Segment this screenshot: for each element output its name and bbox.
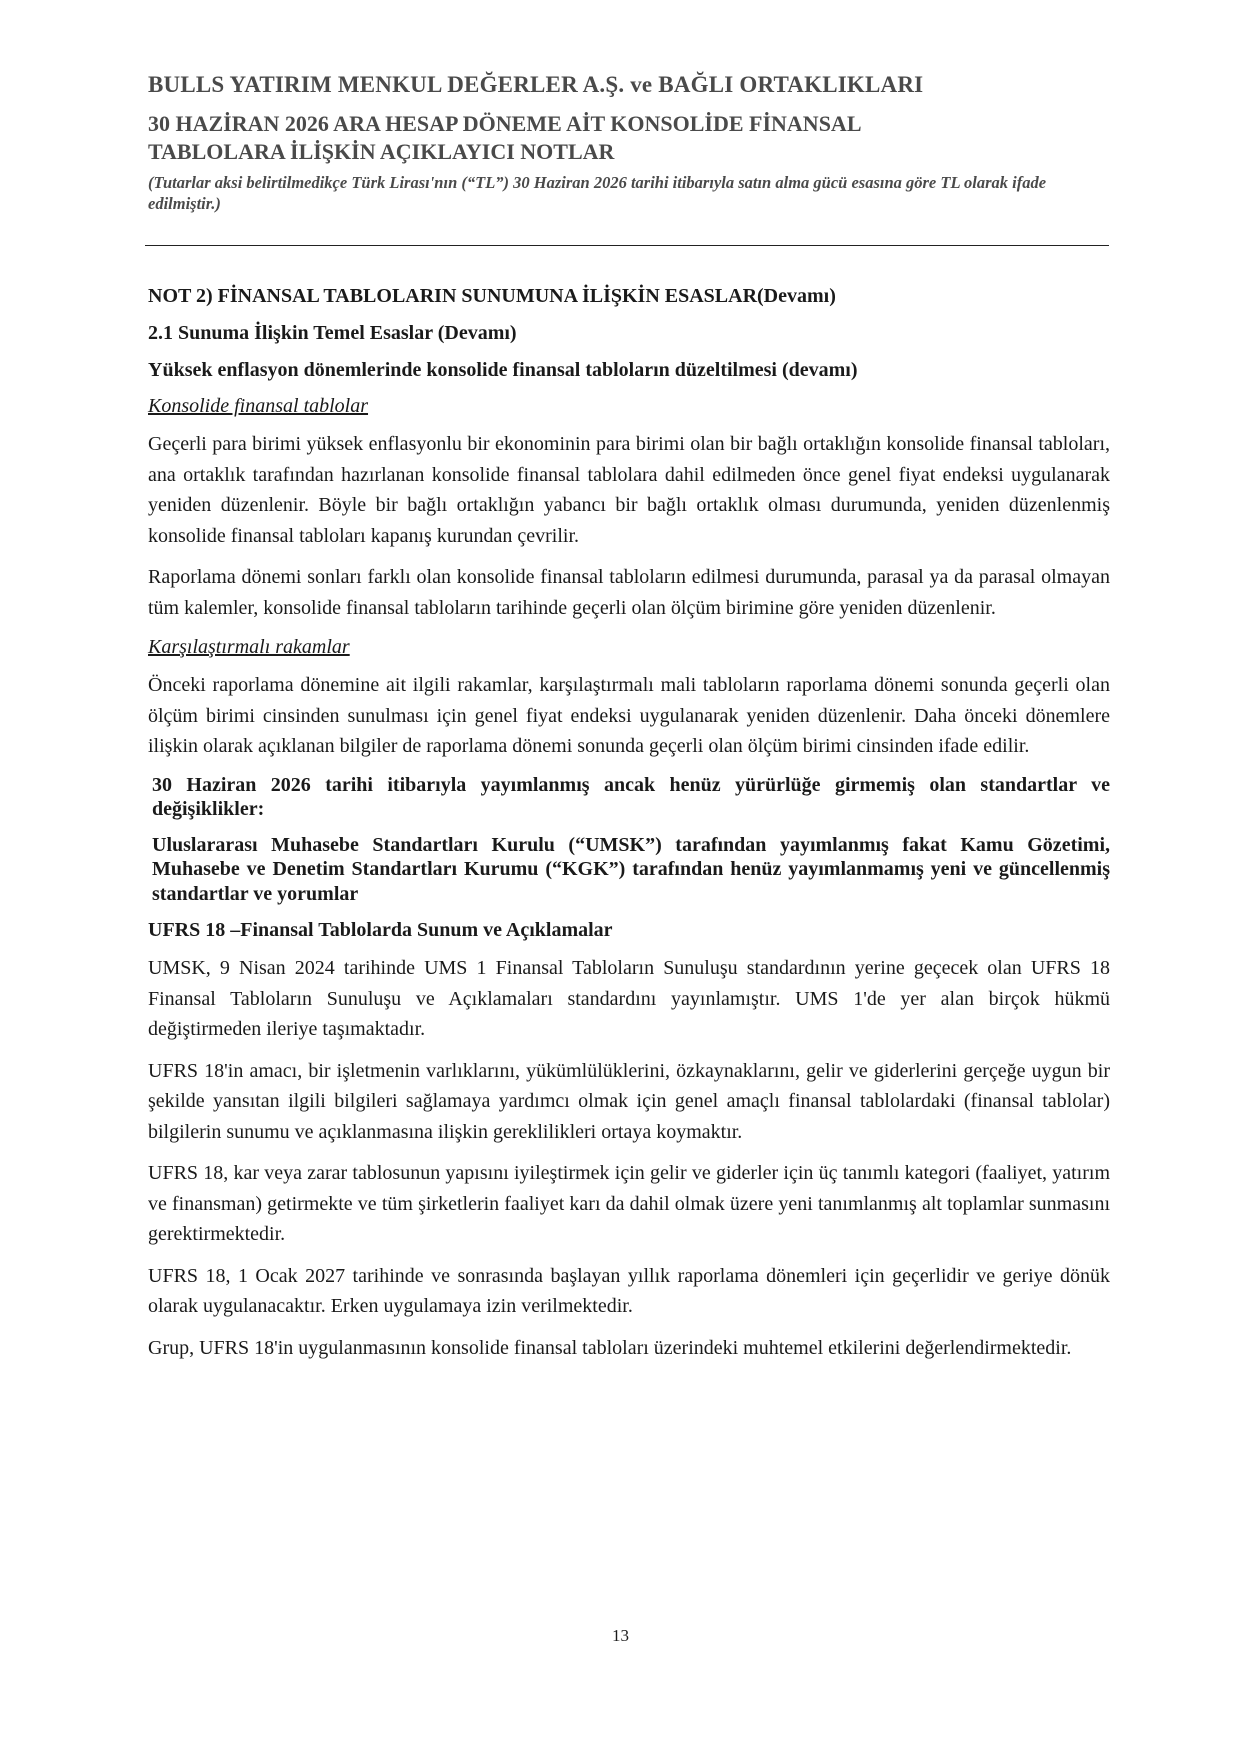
report-title-line-2: TABLOLARA İLİŞKİN AÇIKLAYICI NOTLAR xyxy=(148,139,615,164)
paragraph: UFRS 18, 1 Ocak 2027 tarihinde ve sonrasında başlayan yıllık raporlama dönemleri için geçerlidir ve geriye dönük olarak uygulanacaktır. Erken uygulamaya izin verilmektedir. xyxy=(148,1264,1110,1317)
standards-heading: 30 Haziran 2026 tarihi itibarıyla yayımlanmış ancak henüz yürürlüğe girmemiş olan standartlar ve değişiklikler: xyxy=(152,773,1110,820)
note-heading: NOT 2) FİNANSAL TABLOLARIN SUNUMUNA İLİŞKİN ESASLAR(Devamı) xyxy=(148,285,836,307)
paragraph: UFRS 18'in amacı, bir işletmenin varlıklarını, yükümlülüklerini, özkaynaklarını, gelir ve giderlerini gerçeğe uygun bir şekilde yansıtan ilgili bilgileri sağlamaya yardımcı olmak için genel amaçlı finansal tablolardaki (finansal tablolar) bilgilerin sunumu ve açıklanmasına ilişkin gereklilikleri ortaya koymaktır. xyxy=(148,1059,1110,1143)
paragraph: Geçerli para birimi yüksek enflasyonlu bir ekonominin para birimi olan bir bağlı ortaklığın konsolide finansal tabloları, ana ortaklık tarafından hazırlanan konsolide finansal tablolara dahil edilmeden önce genel fiyat endeksi uygulanarak yeniden düzenlenir. Böyle bir bağlı ortaklığın yabancı bir bağlı ortaklık olması durumunda, yeniden düzenlenmiş konsolide finansal tabloları kapanış kurundan çevrilir. xyxy=(148,433,1110,547)
ifrs18-heading: UFRS 18 –Finansal Tablolarda Sunum ve Açıklamalar xyxy=(148,919,613,941)
header-divider xyxy=(145,245,1109,246)
inflation-heading: Yüksek enflasyon dönemlerinde konsolide finansal tabloların düzeltilmesi (devamı) xyxy=(148,359,858,381)
comparative-heading: Karşılaştırmalı rakamlar xyxy=(148,636,350,658)
paragraph: Raporlama dönemi sonları farklı olan konsolide finansal tabloların edilmesi durumunda, parasal ya da parasal olmayan tüm kalemler, konsolide finansal tabloların tarihinde geçerli olan ölçüm birimine göre yeniden düzenlenir. xyxy=(148,566,1110,619)
paragraph: Grup, UFRS 18'in uygulanmasının konsolide finansal tabloları üzerindeki muhtemel etkilerini değerlendirmektedir. xyxy=(148,1336,1072,1359)
paragraph: Önceki raporlama dönemine ait ilgili rakamlar, karşılaştırmalı mali tabloların raporlama dönemi sonunda geçerli olan ölçüm birimi cinsinden sunulması için genel fiyat endeksi uygulanarak yeniden düzenlenir. Daha önceki dönemlere ilişkin olarak açıklanan bilgiler de raporlama dönemi sonunda geçerli olan ölçüm birimi cinsinden ifade edilir. xyxy=(148,674,1110,757)
paragraph: UMSK, 9 Nisan 2024 tarihinde UMS 1 Finansal Tabloların Sunuluşu standardının yerine geçecek olan UFRS 18 Finansal Tabloların Sunuluşu ve Açıklamaları standardını yayınlamıştır. UMS 1'de yer alan birçok hükmü değiştirmeden ileriye taşımaktadır. xyxy=(148,957,1110,1040)
currency-note: (Tutarlar aksi belirtilmedikçe Türk Lirası'nın (“TL”) 30 Haziran 2026 tarihi itibarıyla satın alma gücü esasına göre TL olarak ifade edilmiştir.) xyxy=(148,173,1047,213)
report-title xyxy=(148,110,1108,166)
page-header xyxy=(148,70,1108,214)
section-heading: 2.1 Sunuma İlişkin Temel Esaslar (Devamı) xyxy=(148,322,517,344)
paragraph: UFRS 18, kar veya zarar tablosunun yapısını iyileştirmek için gelir ve giderler için üç tanımlı kategori (faaliyet, yatırım ve finansman) getirmekte ve tüm şirketlerin faaliyet karı da dahil olmak üzere yeni tanımlanmış alt toplamlar sunmasını gerektirmektedir. xyxy=(148,1162,1110,1245)
report-title-line-1: 30 HAZİRAN 2026 ARA HESAP DÖNEME AİT KONSOLİDE FİNANSAL xyxy=(148,111,862,136)
page-content xyxy=(148,283,1110,1374)
consolidated-heading: Konsolide finansal tablolar xyxy=(148,395,369,417)
page-number: 13 xyxy=(612,1626,629,1645)
company-name: BULLS YATIRIM MENKUL DEĞERLER A.Ş. ve BAĞLI ORTAKLIKLARI xyxy=(148,72,924,97)
iasb-heading: Uluslararası Muhasebe Standartları Kurulu (“UMSK”) tarafından yayımlanmış fakat Kamu Gözetimi, Muhasebe ve Denetim Standartları Kurumu (“KGK”) tarafından henüz yayımlanmamış yeni ve güncellenmiş standartlar ve yorumlar xyxy=(152,833,1110,905)
